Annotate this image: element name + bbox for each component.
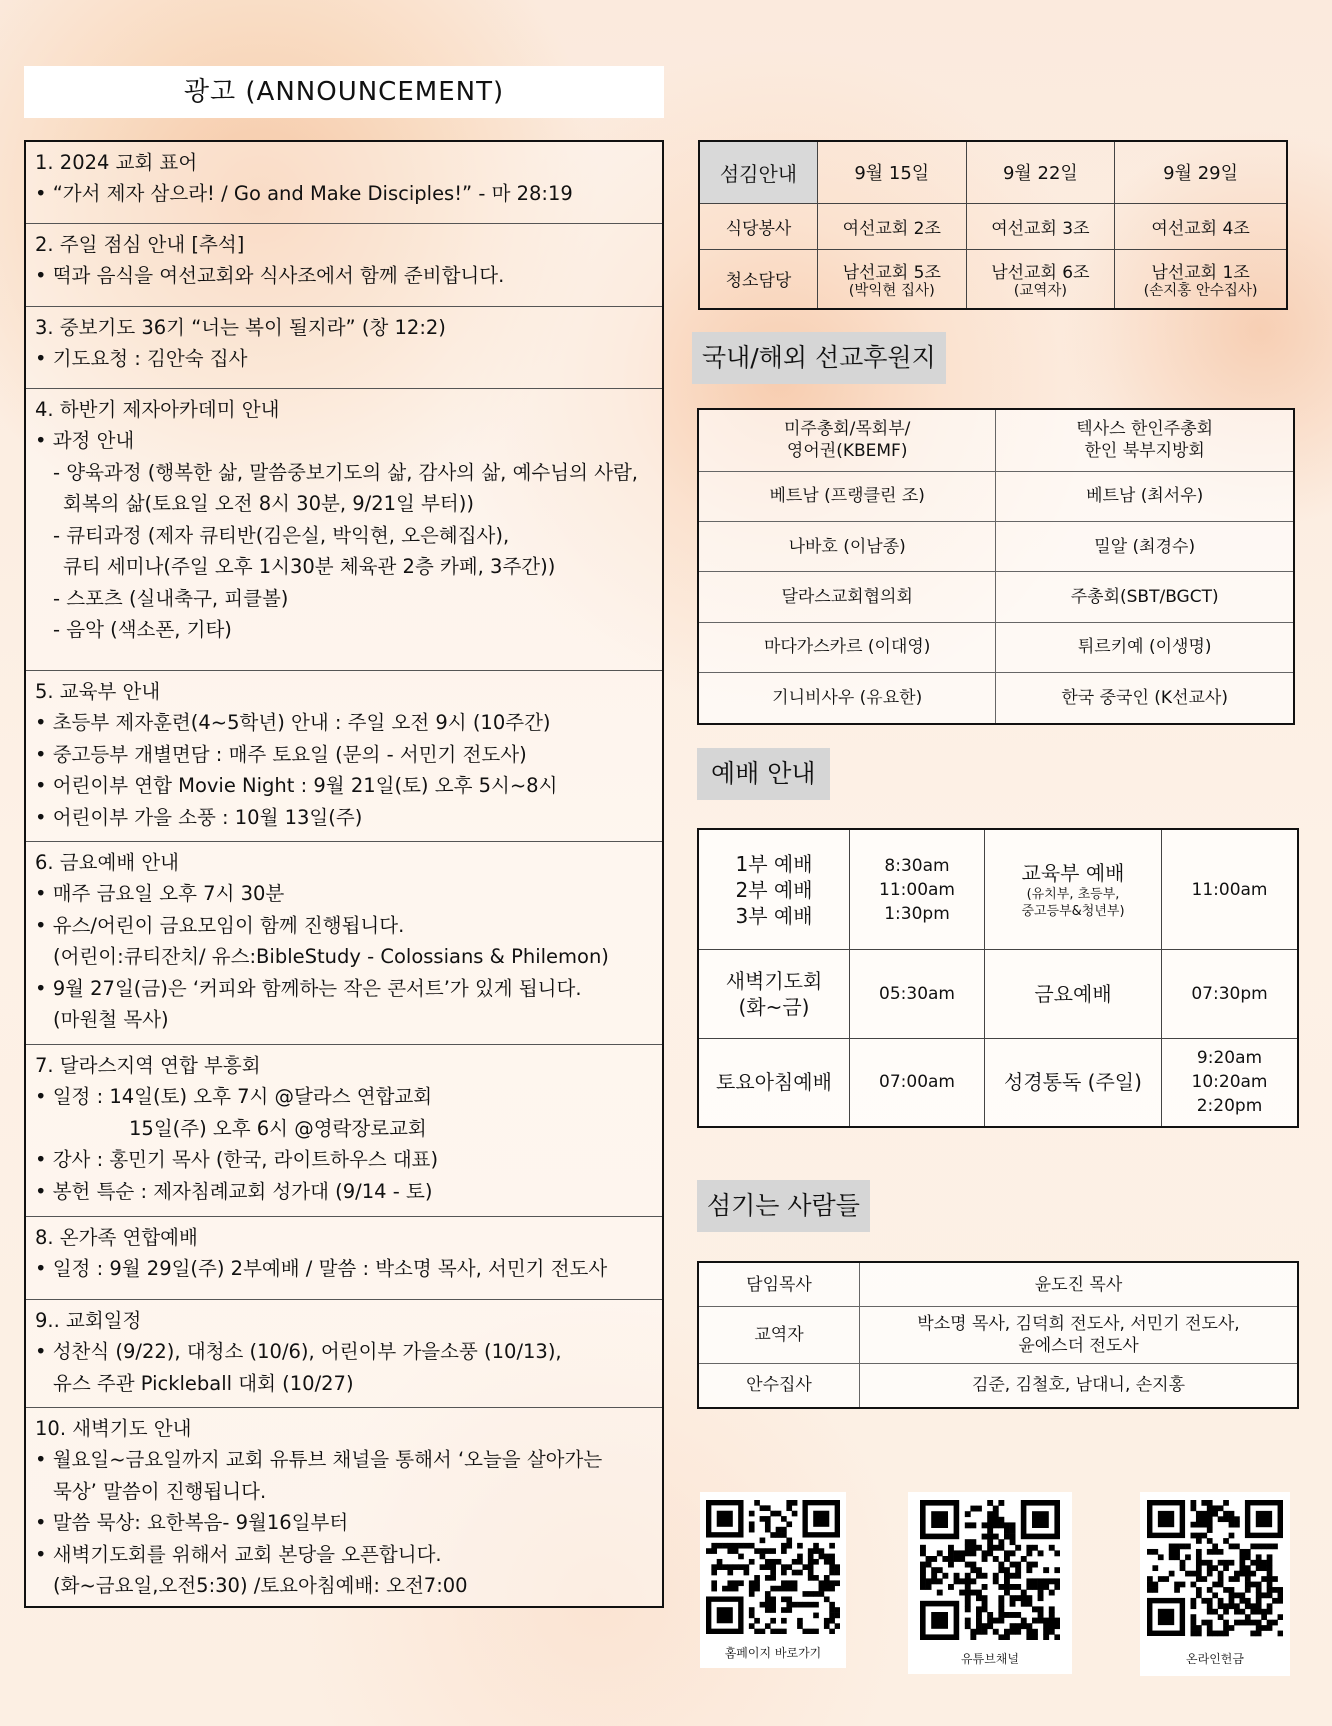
qr-youtube[interactable] — [908, 1492, 1072, 1674]
edu-worship-title: 교육부 예배 — [1021, 860, 1125, 885]
announcement-section — [26, 1408, 662, 1610]
announcement-line: - 양육과정 (행복한 삶, 말씀중보기도의 삶, 감사의 삶, 예수님의 사람, — [53, 460, 638, 484]
dawn-prayer-time: 05:30am — [850, 950, 985, 1039]
saturday-worship-time: 07:00am — [850, 1038, 985, 1127]
announcement-section — [26, 1045, 662, 1217]
announcement-list — [24, 140, 664, 1608]
edu-worship-time: 11:00am — [1162, 829, 1299, 950]
schedule-date: 9월 22일 — [966, 141, 1115, 203]
announcement-section — [26, 1300, 662, 1408]
announcement-heading: 8. 온가족 연합예배 — [35, 1226, 198, 1249]
announcement-section — [26, 671, 662, 842]
announcement-section — [26, 224, 662, 307]
mission-cell: 한국 중국인 (K선교사) — [996, 673, 1294, 724]
edu-worship-sub: 중고등부&청년부) — [1021, 903, 1125, 919]
schedule-row-label: 식당봉사 — [699, 203, 817, 249]
friday-worship: 금요예배 — [985, 950, 1162, 1039]
announcement-line: • 강사 : 홍민기 목사 (한국, 라이트하우스 대표) — [35, 1144, 654, 1176]
staff-role: 안수집사 — [698, 1363, 860, 1408]
announcement-section — [26, 842, 662, 1045]
announcement-line: • 어린이부 연합 Movie Night : 9월 21일(토) 오후 5시~8시 — [35, 770, 654, 802]
announcement-heading: 10. 새벽기도 안내 — [35, 1417, 192, 1440]
announcement-line: (마원철 목사) — [53, 1008, 169, 1031]
announcement-heading: 2. 주일 점심 안내 [추석] — [35, 233, 245, 256]
qr-online-offering[interactable] — [1140, 1492, 1290, 1676]
edu-worship-sub: (유치부, 초등부, — [1026, 886, 1120, 902]
announcement-line: - 스포츠 (실내축구, 피클볼) — [53, 586, 289, 610]
cell-main: 남선교회 6조 — [991, 262, 1090, 283]
announcement-heading: 3. 중보기도 36기 “너는 복이 될지라” (창 12:2) — [35, 316, 446, 339]
page-title: 광고 (ANNOUNCEMENT) — [24, 66, 664, 118]
qr-code-icon — [920, 1500, 1060, 1640]
schedule-cell — [817, 249, 966, 309]
bible-reading-time: 9:20am — [1196, 1048, 1263, 1069]
worship-name: 2부 예배 — [735, 877, 813, 902]
cell-main: 남선교회 1조 — [1151, 262, 1250, 283]
qr-code-icon — [706, 1500, 840, 1634]
announcement-line: • 성찬식 (9/22), 대청소 (10/6), 어린이부 가을소풍 (10/13), — [35, 1336, 654, 1368]
worship-name: 1부 예배 — [735, 851, 813, 876]
announcement-heading: 9.. 교회일정 — [35, 1309, 142, 1332]
announcement-line: • 중고등부 개별면담 : 매주 토요일 (문의 - 서민기 전도사) — [35, 739, 654, 771]
dawn-prayer — [698, 950, 850, 1039]
mission-cell: 밀알 (최경수) — [996, 521, 1294, 571]
announcement-line: (화~금요일,오전5:30) /토요아침예배: 오전7:00 — [53, 1574, 468, 1597]
cell-sub: (손지홍 안수집사) — [1143, 282, 1258, 299]
bible-reading-time: 10:20am — [1191, 1072, 1268, 1093]
staff-table — [697, 1261, 1299, 1409]
mission-header — [698, 409, 996, 471]
staff-names: 윤도진 목사 — [860, 1262, 1299, 1307]
schedule-date: 9월 29일 — [1115, 141, 1287, 203]
announcement-line: • 새벽기도회를 위해서 교회 본당을 오픈합니다. — [35, 1539, 654, 1571]
announcement-line: - 음악 (색소폰, 기타) — [53, 618, 232, 641]
schedule-cell: 여선교회 4조 — [1115, 203, 1287, 249]
cell-sub: (박익현 집사) — [848, 282, 935, 299]
schedule-cell — [1115, 249, 1287, 309]
staff-role: 교역자 — [698, 1307, 860, 1364]
worship-name: 3부 예배 — [735, 903, 813, 928]
qr-homepage[interactable] — [700, 1492, 846, 1668]
qr-caption: 온라인헌금 — [1186, 1652, 1244, 1666]
schedule-cell: 여선교회 3조 — [966, 203, 1115, 249]
mission-cell: 나바호 (이남종) — [698, 521, 996, 571]
mission-header-line: 텍사스 한인주총회 — [1076, 419, 1214, 440]
mission-header-line: 한인 북부지방회 — [1084, 441, 1205, 462]
bible-reading-time: 2:20pm — [1196, 1096, 1263, 1117]
announcement-heading: 5. 교육부 안내 — [35, 680, 161, 703]
announcement-line: • 9월 27일(금)은 ‘커피와 함께하는 작은 콘서트’가 있게 됩니다. — [35, 973, 654, 1005]
announcement-section — [26, 389, 662, 671]
worship-table — [697, 828, 1299, 1128]
worship-time: 8:30am — [884, 855, 950, 876]
announcement-line: • 월요일~금요일까지 교회 유튜브 채널을 통해서 ‘오늘을 살아가는 — [35, 1444, 654, 1476]
mission-cell: 마다가스카르 (이대영) — [698, 622, 996, 672]
mission-header — [996, 409, 1294, 471]
worship-times — [850, 829, 985, 950]
staff-heading: 섬기는 사람들 — [697, 1180, 870, 1232]
announcement-section — [26, 142, 662, 224]
schedule-row-label: 청소담당 — [699, 249, 817, 309]
dawn-prayer-name: 새벽기도회 — [725, 969, 823, 994]
announcement-line: • 일정 : 9월 29일(주) 2부예배 / 말씀 : 박소명 목사, 서민기 전도사 — [35, 1253, 654, 1285]
mission-heading: 국내/해외 선교후원지 — [692, 332, 946, 384]
announcement-line: 회복의 삶(토요일 오전 8시 30분, 9/21일 부터)) — [63, 492, 474, 515]
announcement-line: • 어린이부 가을 소풍 : 10월 13일(주) — [35, 802, 654, 834]
dawn-prayer-days: (화~금) — [738, 995, 810, 1020]
staff-names-line: 윤에스더 전도사 — [1018, 1335, 1139, 1356]
bible-reading: 성경통독 (주일) — [985, 1038, 1162, 1127]
schedule-date: 9월 15일 — [817, 141, 966, 203]
staff-role: 담임목사 — [698, 1262, 860, 1307]
edu-worship — [985, 829, 1162, 950]
mission-cell: 튀르키예 (이생명) — [996, 622, 1294, 672]
announcement-line: • 일정 : 14일(토) 오후 7시 @달라스 연합교회 — [35, 1081, 654, 1113]
schedule-header: 섬김안내 — [699, 141, 817, 203]
announcement-line: (어린이:큐티잔치/ 유스:BibleStudy - Colossians & Philemon) — [53, 945, 609, 968]
announcement-line: 묵상’ 말씀이 진행됩니다. — [53, 1479, 267, 1503]
schedule-cell — [966, 249, 1115, 309]
mission-cell: 달라스교회협의회 — [698, 572, 996, 622]
cell-sub: (교역자) — [1013, 282, 1068, 299]
announcement-line: 유스 주관 Pickleball 대회 (10/27) — [53, 1371, 354, 1395]
announcement-line: - 큐티과정 (제자 큐티반(김은실, 박익현, 오은혜집사), — [53, 523, 510, 547]
announcement-heading: 1. 2024 교회 표어 — [35, 151, 198, 174]
announcement-heading: 7. 달라스지역 연합 부흥회 — [35, 1054, 261, 1077]
worship-time: 1:30pm — [884, 903, 950, 924]
staff-names — [860, 1307, 1299, 1364]
worship-time: 11:00am — [879, 879, 955, 900]
announcement-section — [26, 307, 662, 389]
announcement-line: • 유스/어린이 금요모임이 함께 진행됩니다. — [35, 910, 654, 942]
mission-cell: 베트남 (최서우) — [996, 471, 1294, 521]
staff-names-line: 박소명 목사, 김덕희 전도사, 서민기 전도사, — [917, 1313, 1240, 1334]
announcement-line: • 매주 금요일 오후 7시 30분 — [35, 878, 654, 910]
mission-table — [697, 408, 1295, 725]
bible-reading-times — [1162, 1038, 1299, 1127]
worship-heading: 예배 안내 — [697, 748, 830, 800]
announcement-line: • 말씀 묵상: 요한복음- 9월16일부터 — [35, 1507, 654, 1539]
announcement-line: • 떡과 음식을 여선교회와 식사조에서 함께 준비합니다. — [35, 260, 654, 292]
mission-cell: 주총회(SBT/BGCT) — [996, 572, 1294, 622]
qr-caption: 홈페이지 바로가기 — [724, 1646, 822, 1660]
cell-main: 남선교회 5조 — [842, 262, 941, 283]
announcement-heading: 6. 금요예배 안내 — [35, 851, 180, 874]
mission-cell: 기니비사우 (유요한) — [698, 673, 996, 724]
qr-code-icon — [1147, 1500, 1283, 1640]
announcement-section — [26, 1217, 662, 1300]
serving-schedule-table — [698, 140, 1288, 310]
announcement-heading: 4. 하반기 제자아카데미 안내 — [35, 398, 280, 421]
qr-caption: 유튜브채널 — [961, 1652, 1019, 1666]
mission-cell: 베트남 (프랭클린 조) — [698, 471, 996, 521]
announcement-line: 큐티 세미나(주일 오후 1시30분 체육관 2층 카페, 3주간)) — [63, 555, 556, 578]
mission-header-line: 영어권(KBEMF) — [786, 441, 908, 462]
friday-worship-time: 07:30pm — [1162, 950, 1299, 1039]
announcement-line: 15일(주) 오후 6시 @영락장로교회 — [129, 1116, 427, 1140]
announcement-line: • 초등부 제자훈련(4~5학년) 안내 : 주일 오전 9시 (10주간) — [35, 707, 654, 739]
announcement-line: • 기도요청 : 김안숙 집사 — [35, 343, 654, 375]
announcement-line: • 과정 안내 — [35, 425, 654, 457]
announcement-line: • “가서 제자 삼으라! / Go and Make Disciples!” - 마 28:19 — [35, 178, 654, 210]
announcement-line: • 봉헌 특순 : 제자침례교회 성가대 (9/14 - 토) — [35, 1176, 654, 1208]
worship-names — [698, 829, 850, 950]
mission-header-line: 미주총회/목회부/ — [783, 419, 911, 440]
schedule-cell: 여선교회 2조 — [817, 203, 966, 249]
staff-names: 김준, 김철호, 남대니, 손지홍 — [860, 1363, 1299, 1408]
saturday-worship: 토요아침예배 — [698, 1038, 850, 1127]
